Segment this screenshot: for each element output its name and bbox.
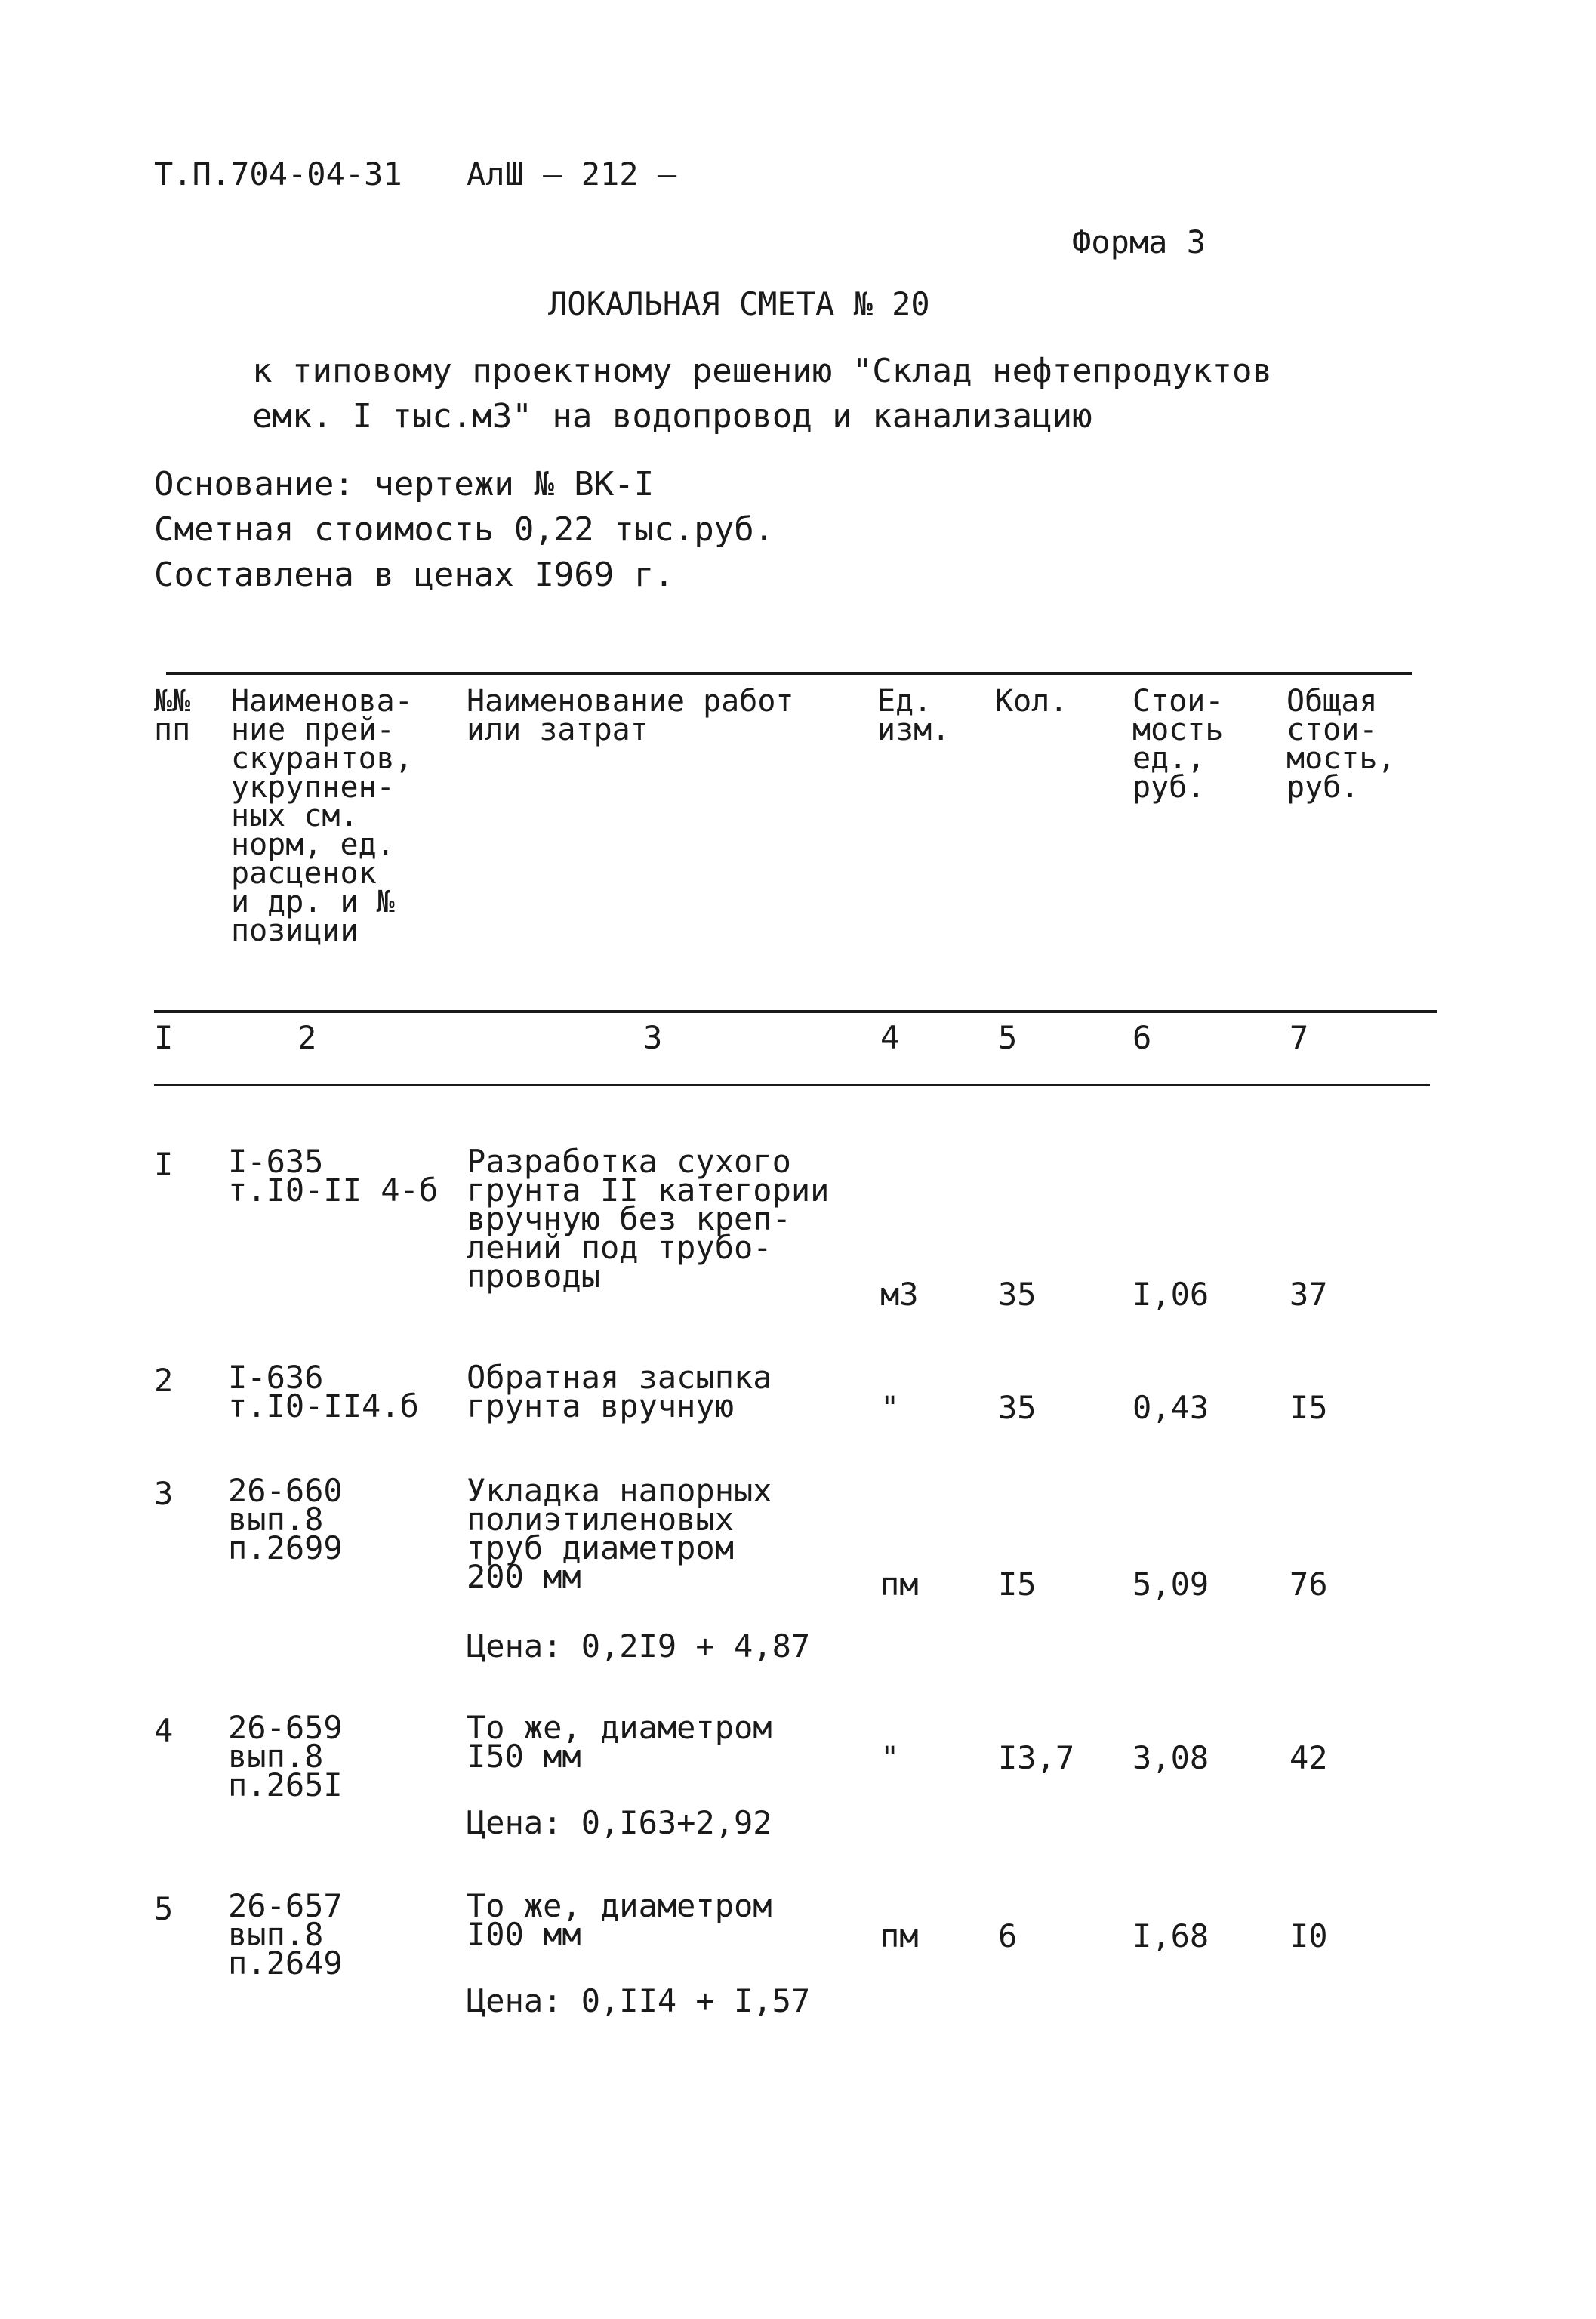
- prices-line: Составлена в ценах I969 г.: [154, 556, 674, 594]
- header-col-2-line: скурантов,: [231, 741, 413, 776]
- header-col-2-line: норм, ед.: [231, 827, 395, 862]
- header-col-2-line: ных см.: [231, 799, 359, 833]
- total-cost-cell: I5: [1289, 1389, 1328, 1426]
- header-col-6-line: ед.,: [1132, 741, 1206, 776]
- unit-cell: ": [880, 1739, 900, 1776]
- unit-cell: пм: [880, 1566, 919, 1603]
- header-col-6-line: Стои-: [1132, 684, 1224, 719]
- header-col-3: [467, 684, 794, 747]
- reference-line: вып.8: [228, 1501, 324, 1538]
- work-line: полиэтиленовых: [467, 1501, 735, 1538]
- column-number: 7: [1289, 1019, 1309, 1056]
- price-list-reference: [228, 1359, 419, 1424]
- estimate-subtitle-line-1: к типовому проектному решению "Склад нефтепродуктов: [252, 352, 1273, 390]
- unit-cost-cell: I,68: [1132, 1917, 1209, 1954]
- column-numbers-rule: [154, 1084, 1430, 1086]
- header-col-2-line: ние прей-: [231, 713, 395, 747]
- estimate-subtitle-line-2: емк. I тыс.м3" на водопровод и канализацию: [252, 397, 1092, 436]
- row-number: 5: [154, 1890, 174, 1927]
- reference-line: п.2699: [228, 1529, 343, 1566]
- unit-cell: ": [880, 1389, 900, 1426]
- work-line: I50 мм: [467, 1738, 581, 1775]
- price-list-reference: [228, 1143, 439, 1209]
- unit-cell: пм: [880, 1917, 919, 1954]
- work-line: труб диаметром: [467, 1529, 735, 1566]
- header-col-3-line: Наименование работ: [467, 684, 794, 719]
- work-line: То же, диаметром: [467, 1887, 772, 1924]
- row-number: 2: [154, 1362, 174, 1399]
- reference-line: 26-660: [228, 1472, 343, 1509]
- header-col-7-line: Общая: [1286, 684, 1378, 719]
- header-col-7-line: стои-: [1286, 713, 1378, 747]
- header-col-6: [1132, 684, 1224, 805]
- doc-code: Т.П.704-04-31: [154, 156, 402, 192]
- quantity-cell: I3,7: [998, 1739, 1075, 1776]
- work-line: проводы: [467, 1258, 601, 1295]
- quantity-cell: 35: [998, 1389, 1037, 1426]
- work-description: [467, 1709, 772, 1775]
- price-note: Цена: 0,2I9 + 4,87: [467, 1628, 811, 1665]
- price-note: Цена: 0,II4 + I,57: [467, 1982, 811, 2019]
- work-line: 200 мм: [467, 1558, 581, 1595]
- work-line: Разработка сухого: [467, 1143, 791, 1180]
- column-number: 4: [880, 1019, 900, 1056]
- work-description: [467, 1472, 772, 1595]
- header-col-4-line: Ед.: [877, 684, 932, 719]
- reference-line: I-635: [228, 1143, 324, 1180]
- unit-cost-cell: I,06: [1132, 1276, 1209, 1313]
- unit-cost-cell: 3,08: [1132, 1739, 1209, 1776]
- reference-line: вып.8: [228, 1738, 324, 1775]
- header-col-6-line: мость: [1132, 713, 1224, 747]
- reference-line: т.I0-II4.б: [228, 1387, 419, 1424]
- header-col-5-line: Кол.: [995, 684, 1068, 719]
- reference-line: вып.8: [228, 1916, 324, 1953]
- column-number: 6: [1132, 1019, 1152, 1056]
- work-description: [467, 1887, 772, 1953]
- header-col-2: [231, 684, 413, 948]
- reference-line: 26-659: [228, 1709, 343, 1746]
- price-list-reference: [228, 1709, 343, 1803]
- reference-line: т.I0-II 4-б: [228, 1172, 439, 1209]
- cost-line: Сметная стоимость 0,22 тыс.руб.: [154, 510, 775, 549]
- total-cost-cell: I0: [1289, 1917, 1328, 1954]
- header-col-1: [154, 684, 191, 747]
- form-label: Форма 3: [1072, 223, 1206, 260]
- unit-cost-cell: 0,43: [1132, 1389, 1209, 1426]
- quantity-cell: I5: [998, 1566, 1037, 1603]
- row-number: I: [154, 1146, 174, 1183]
- work-line: I00 мм: [467, 1916, 581, 1953]
- work-line: То же, диаметром: [467, 1709, 772, 1746]
- row-number: 3: [154, 1475, 174, 1512]
- work-line: грунта II категории: [467, 1172, 830, 1209]
- column-number: I: [154, 1019, 174, 1056]
- quantity-cell: 35: [998, 1276, 1037, 1313]
- basis-line: Основание: чертежи № ВК-I: [154, 465, 655, 504]
- header-col-4-line: изм.: [877, 713, 951, 747]
- reference-line: 26-657: [228, 1887, 343, 1924]
- work-description: [467, 1143, 830, 1295]
- work-line: Укладка напорных: [467, 1472, 772, 1509]
- header-col-2-line: укрупнен-: [231, 770, 395, 805]
- table-top-rule: [166, 672, 1412, 675]
- work-line: вручную без креп-: [467, 1200, 791, 1237]
- estimate-title: ЛОКАЛЬНАЯ СМЕТА № 20: [548, 285, 930, 322]
- reference-line: п.265I: [228, 1766, 343, 1803]
- total-cost-cell: 37: [1289, 1276, 1328, 1313]
- quantity-cell: 6: [998, 1917, 1018, 1954]
- price-list-reference: [228, 1887, 343, 1982]
- header-col-5: [995, 684, 1068, 719]
- total-cost-cell: 42: [1289, 1739, 1328, 1776]
- header-col-7: [1286, 684, 1396, 805]
- header-col-1-line: №№: [154, 684, 191, 719]
- price-note: Цена: 0,I63+2,92: [467, 1804, 772, 1841]
- price-list-reference: [228, 1472, 343, 1566]
- album-page-number: АлШ — 212 —: [467, 156, 677, 192]
- header-col-2-line: Наименова-: [231, 684, 413, 719]
- total-cost-cell: 76: [1289, 1566, 1328, 1603]
- work-description: [467, 1359, 772, 1424]
- header-col-1-line: пп: [154, 713, 191, 747]
- header-col-7-line: руб.: [1286, 770, 1360, 805]
- work-line: Обратная засыпка: [467, 1359, 772, 1396]
- header-col-7-line: мость,: [1286, 741, 1396, 776]
- row-number: 4: [154, 1712, 174, 1749]
- unit-cell: м3: [880, 1276, 919, 1313]
- column-number: 3: [643, 1019, 663, 1056]
- unit-cost-cell: 5,09: [1132, 1566, 1209, 1603]
- reference-line: I-636: [228, 1359, 324, 1396]
- work-line: лений под трубо-: [467, 1229, 772, 1266]
- header-col-6-line: руб.: [1132, 770, 1206, 805]
- reference-line: п.2649: [228, 1945, 343, 1982]
- header-col-3-line: или затрат: [467, 713, 649, 747]
- column-number: 2: [297, 1019, 317, 1056]
- header-col-2-line: позиции: [231, 913, 359, 948]
- header-col-4: [877, 684, 951, 747]
- column-number: 5: [998, 1019, 1018, 1056]
- header-col-2-line: и др. и №: [231, 885, 395, 919]
- header-col-2-line: расценок: [231, 856, 377, 891]
- work-line: грунта вручную: [467, 1387, 735, 1424]
- header-bottom-rule: [154, 1010, 1437, 1013]
